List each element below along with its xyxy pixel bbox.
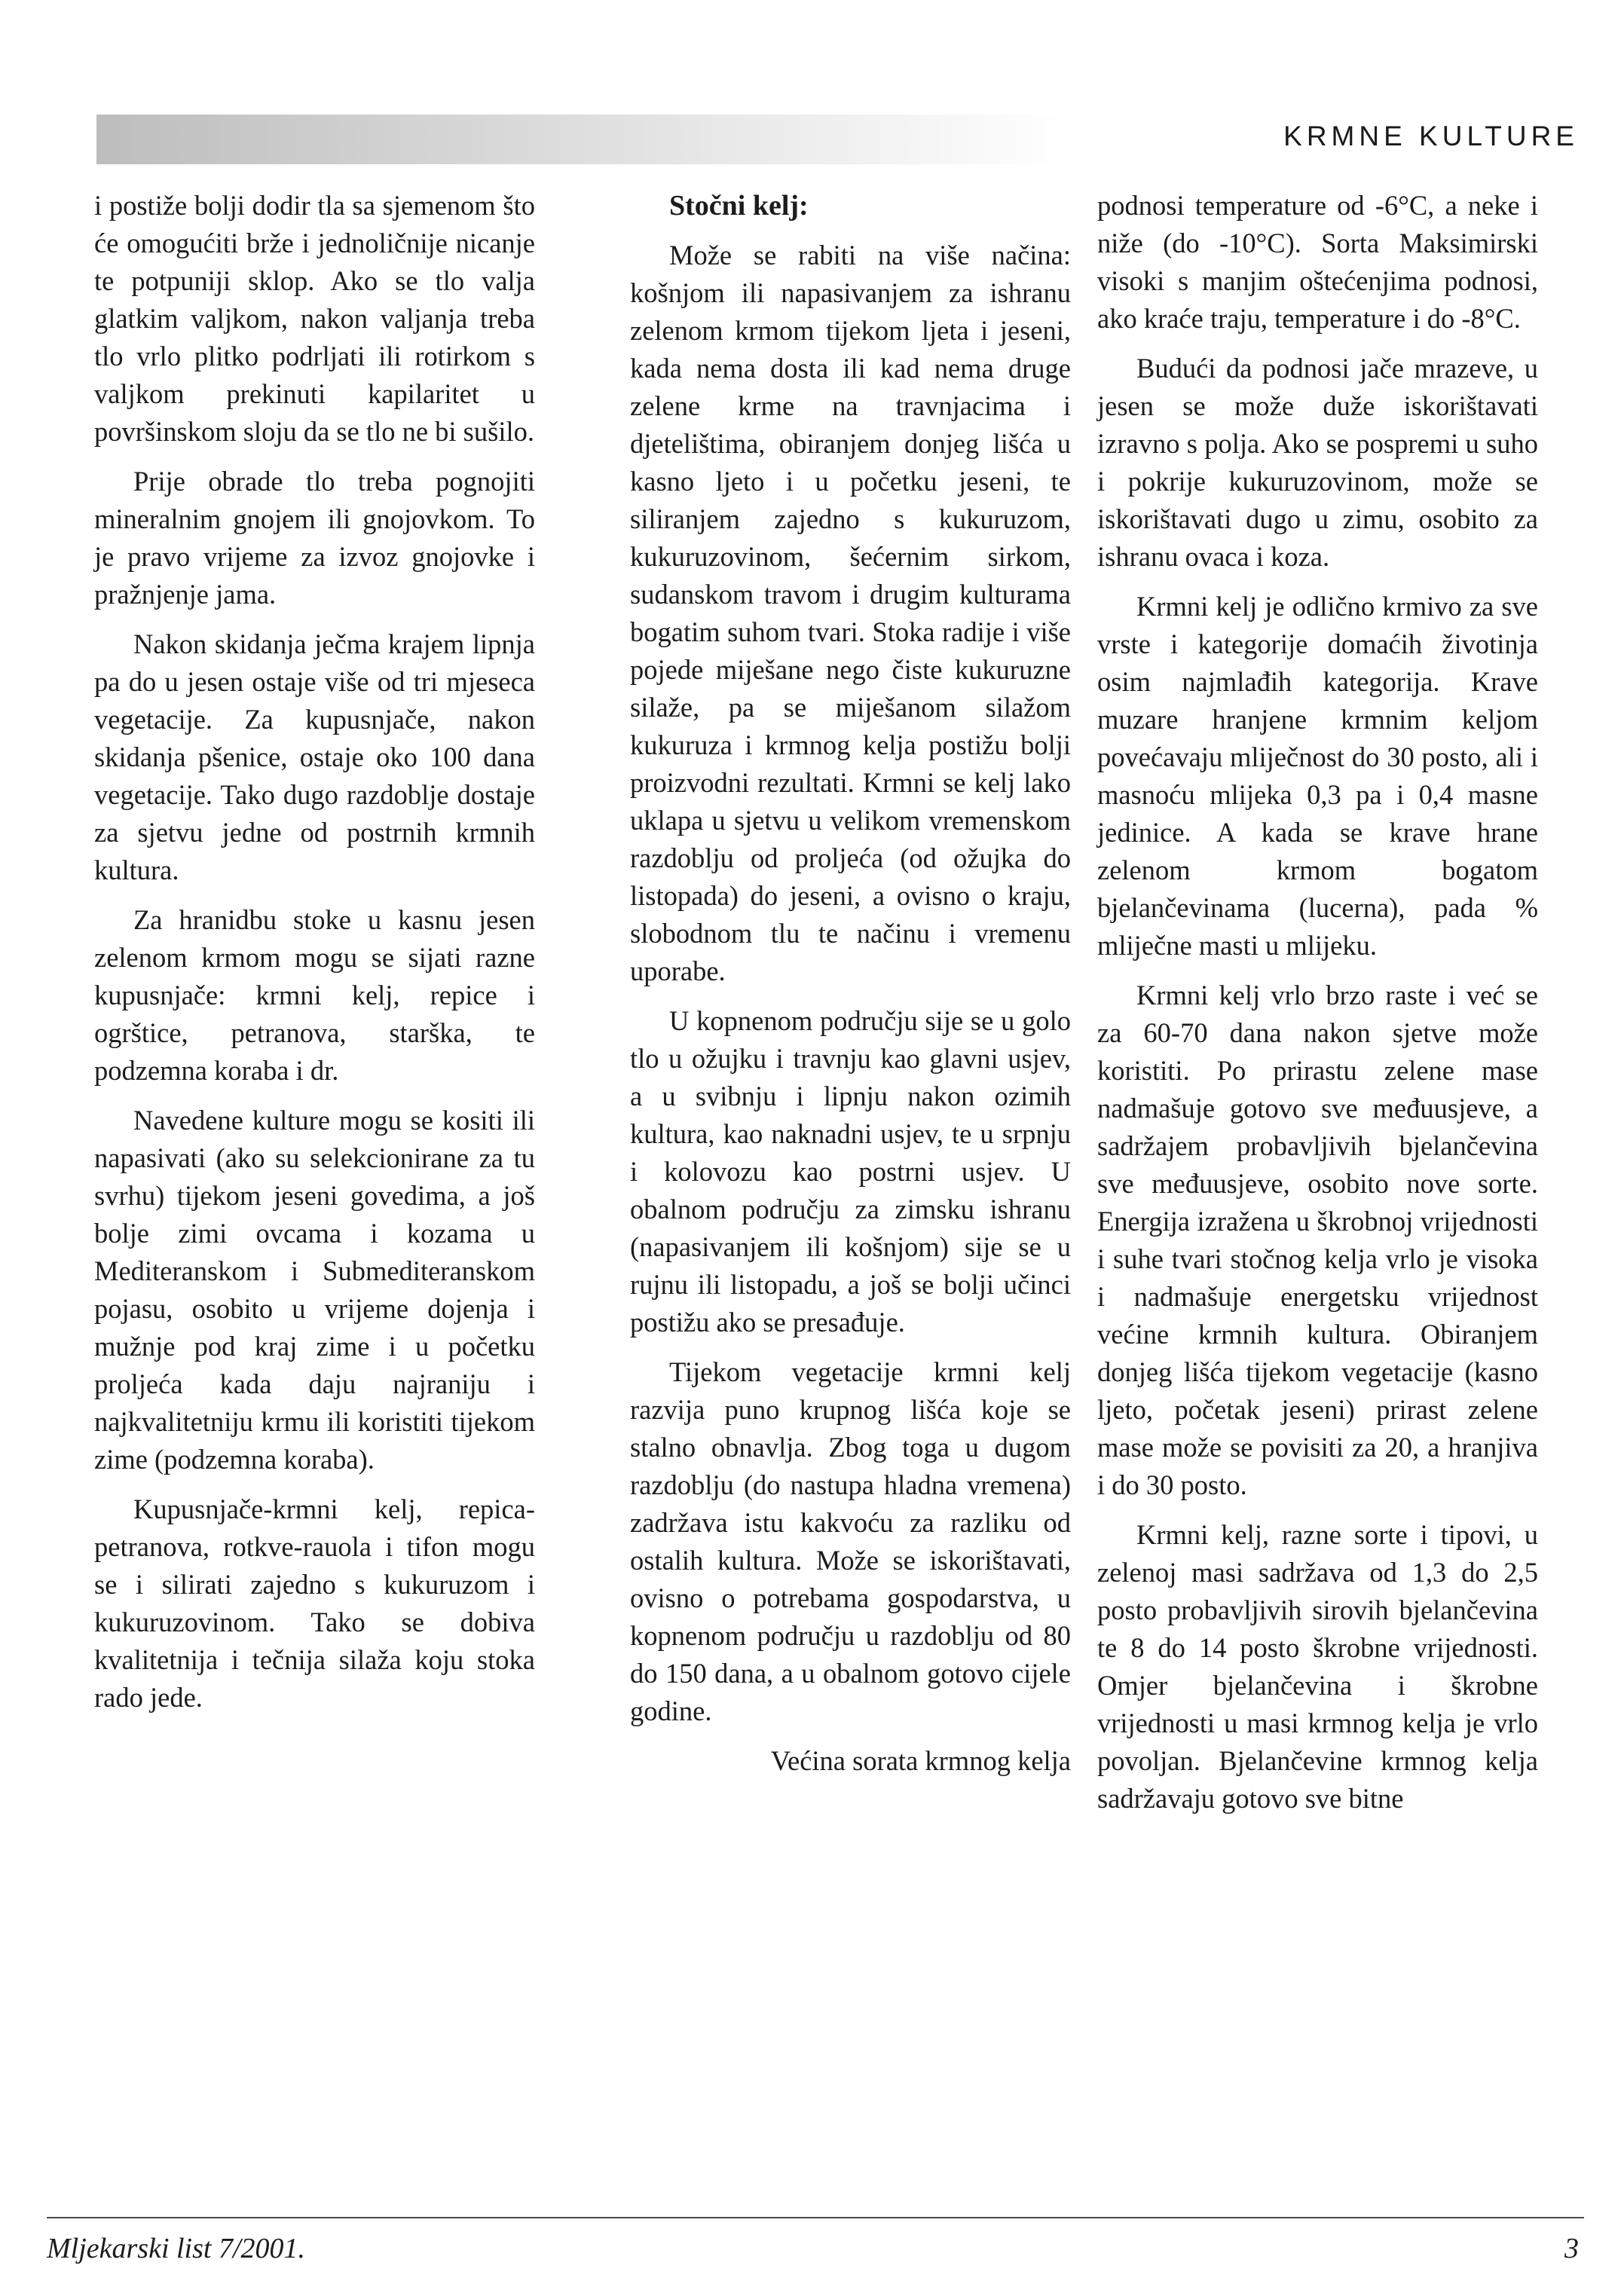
section-title: KRMNE KULTURE: [1283, 121, 1579, 151]
paragraph: Krmni kelj vrlo brzo raste i već se za 60-70 dana nakon sjetve može koristiti. Po prirastu zelene mase nadmašuje gotovo sve međuusjeve, a sadržajem probavljivih bjelančevina sve međuusjeve, osobito nove sorte. Energija izražena u škrobnoj vrijednosti i suhe tvari stočnog kelja vrlo je visoka i nadmašuje energetsku vrijednost većine krmnih kultura. Obiranjem donjeg lišća tijekom vegetacije (kasno ljeto, početak jeseni) prirast zelene mase može se povisiti za 20, a hranjiva i do 30 posto.: [1097, 980, 1538, 1500]
paragraph: Za hranidbu stoke u kasnu jesen zelenom krmom mogu se sijati razne kupusnjače: krmni kelj, repice i ogrštice, petranova, starška, te podzemna koraba i dr.: [94, 904, 535, 1086]
subheading: Stočni kelj:: [669, 190, 809, 222]
text-column-1: [94, 187, 535, 1729]
paragraph: i postiže bolji dodir tla sa sjemenom što će omogućiti brže i jednoličnije nicanje te potpuniji sklop. Ako se tlo valja glatkim valjkom, nakon valjanja treba tlo vrlo plitko podrljati ili rotirkom s valjkom prekinuti kapilaritet u površinskom sloju da se tlo ne bi sušilo.: [94, 190, 535, 447]
paragraph: Navedene kulture mogu se kositi ili napasivati (ako su selekcionirane za tu svrhu) tijekom jeseni govedima, a još bolje zimi ovcama i kozama u Mediteranskom i Submediteranskom pojasu, osobito u vrijeme dojenja i mužnje pod kraj zime i u početku proljeća kada daju najraniju i najkvalitetniju krmu ili koristiti tijekom zime (podzemna koraba).: [94, 1105, 535, 1475]
paragraph: Nakon skidanja ječma krajem lipnja pa do u jesen ostaje više od tri mjeseca vegetacije. Za kupusnjače, nakon skidanja pšenice, ostaje oko 100 dana vegetacije. Tako dugo razdoblje dostaje za sjetvu jedne od postrnih krmnih kultura.: [94, 628, 535, 885]
paragraph: Može se rabiti na više načina: košnjom ili napasivanjem za ishranu zelenom krmom tijekom ljeta i jeseni, kada nema dosta ili kad nema druge zelene krme na travnjacima i djetelištima, obiranjem donjeg lišća u kasno ljeto i u početku jeseni, te siliranjem zajedno s kukuruzom, kukuruzovinom, šećernim sirkom, sudanskom travom i drugim kulturama bogatim suhom tvari. Stoka radije i više pojede miješane nego čiste kukuruzne silaže, pa se miješanom silažom kukuruza i krmnog kelja postižu bolji proizvodni rezultati. Krmni se kelj lako uklapa u sjetvu u velikom vremenskom razdoblju od proljeća (od ožujka do listopada) do jeseni, a ovisno o kraju, slobodnom tlu te načinu i vremenu uporabe.: [630, 240, 1071, 986]
paragraph: Tijekom vegetacije krmni kelj razvija puno krupnog lišća koje se stalno obnavlja. Zbog toga u dugom razdoblju (do nastupa hladna vremena) zadržava istu kakvoću za razliku od ostalih kultura. Može se iskorištavati, ovisno o potrebama gospodarstva, u kopnenom području u razdoblju od 80 do 150 dana, a u obalnom gotovo cijele godine.: [630, 1356, 1071, 1726]
paragraph: Krmni kelj je odlično krmivo za sve vrste i kategorije domaćih životinja osim najmlađih kategorija. Krave muzare hranjene krmnim keljom povećavaju mliječnost do 30 posto, ali i masnoću mlijeka 0,3 pa i 0,4 masne jedinice. A kada se krave hrane zelenom krmom bogatom bjelančevinama (lucerna), pada % mliječne masti u mlijeku.: [1097, 591, 1538, 961]
journal-issue: Mljekarski list 7/2001.: [47, 2233, 306, 2264]
paragraph: Budući da podnosi jače mrazeve, u jesen se može duže iskorištavati izravno s polja. Ako se pospremi u suho i pokrije kukuruzovinom, može se iskorištavati dugo u zimu, osobito za ishranu ovaca i koza.: [1097, 353, 1538, 572]
text-column-3: [1097, 187, 1538, 1830]
page-number: 3: [1564, 2233, 1579, 2264]
header-band: [96, 115, 1069, 164]
paragraph: podnosi temperature od -6°C, a neke i niže (do -10°C). Sorta Maksimirski visoki s manjim oštećenjima podnosi, ako kraće traju, temperature i do -8°C.: [1097, 190, 1538, 334]
paragraph: Krmni kelj, razne sorte i tipovi, u zelenoj masi sadržava od 1,3 do 2,5 posto probavljivih sirovih bjelančevina te 8 do 14 posto škrobne vrijednosti. Omjer bjelančevina i škrobne vrijednosti u masi krmnog kelja je vrlo povoljan. Bjelančevine krmnog kelja sadržavaju gotovo sve bitne: [1097, 1519, 1538, 1814]
text-column-2: [630, 187, 1071, 1792]
paragraph: U kopnenom području sije se u golo tlo u ožujku i travnju kao glavni usjev, a u svibnju i lipnju nakon ozimih kultura, kao naknadni usjev, te u srpnju i kolovozu kao postrni usjev. U obalnom području za zimsku ishranu (napasivanjem ili košnjom) sije se u rujnu ili listopadu, a još se bolji učinci postižu ako se presađuje.: [630, 1005, 1071, 1338]
paragraph: Kupusnjače-krmni kelj, repica-petranova, rotkve-rauola i tifon mogu se i silirati zajedno s kukuruzom i kukuruzovinom. Tako se dobiva kvalitetnija i tečnija silaža koju stoka rado jede.: [94, 1494, 535, 1713]
paragraph: Većina sorata krmnog kelja: [770, 1745, 1071, 1776]
footer-rule: [47, 2217, 1584, 2218]
paragraph: Prije obrade tlo treba pognojiti mineralnim gnojem ili gnojovkom. To je pravo vrijeme za izvoz gnojovke i pražnjenje jama.: [94, 466, 535, 610]
